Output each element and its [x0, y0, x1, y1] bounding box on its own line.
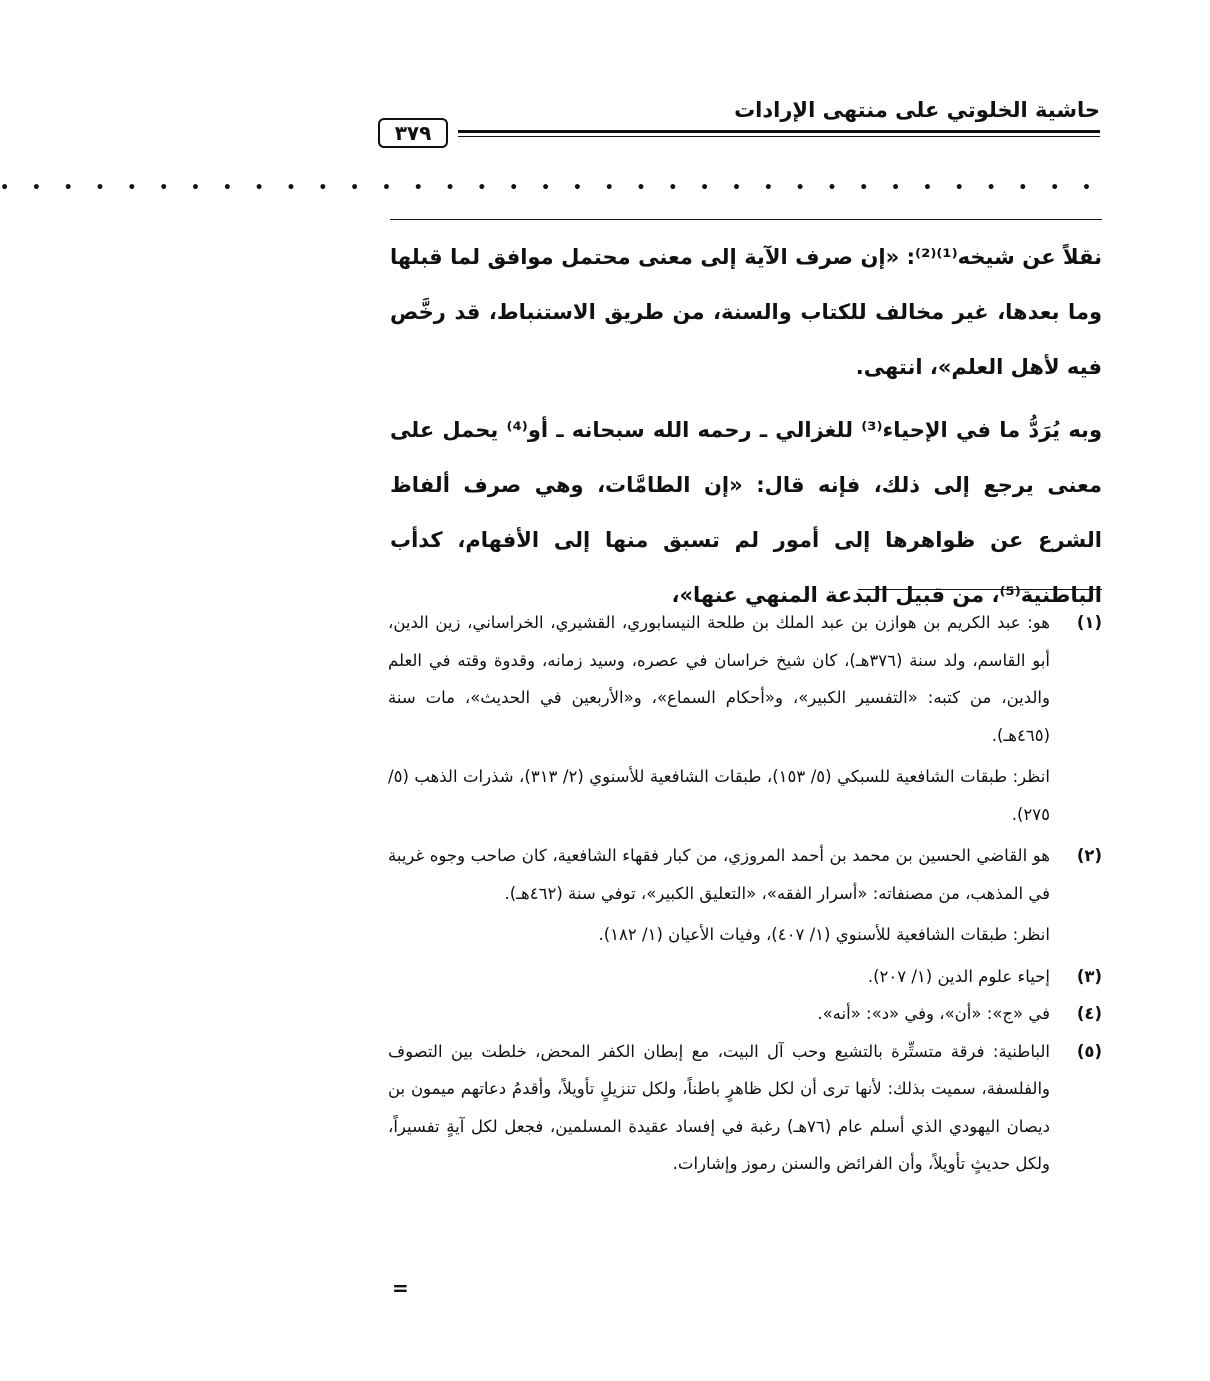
- main-text: [390, 230, 1102, 623]
- dotted-separator: • • • • • • • • • • • • • • • • • • • • • • • • • • • • • • • • • • •: [0, 180, 1100, 196]
- footnote-2: [388, 837, 1102, 912]
- footnote-number: (٣): [1076, 966, 1102, 986]
- footnote-number: (٥): [1076, 1041, 1102, 1061]
- continuation-mark: =: [392, 1276, 409, 1300]
- footnote-1: [388, 604, 1102, 754]
- main-paragraph-1: نقلاً عن شيخه⁽¹⁾⁽²⁾: «إن صرف الآية إلى معنى محتمل موافق لما قبلها وما بعدها، غير مخالف للكتاب والسنة، من طريق الاستنباط، قد رخَّص فيه لأهل العلم»، انتهى.: [390, 245, 1102, 379]
- footnote-1-reference: انظر: طبقات الشافعية للسبكي (٥/ ١٥٣)، طبقات الشافعية للأسنوي (٢/ ٣١٣)، شذرات الذهب (٥/ ٢٧٥).: [388, 767, 1050, 824]
- book-title: حاشية الخلوتي على منتهى الإرادات: [734, 98, 1100, 122]
- footnote-text: في «ج»: «أن»، وفي «د»: «أنه».: [817, 1004, 1050, 1023]
- header-rule: [458, 130, 1100, 133]
- page-number-box: ٣٧٩: [378, 118, 448, 148]
- footnote-text: هو: عبد الكريم بن هوازن بن عبد الملك بن طلحة النيسابوري، القشيري، الخراساني، زين الدين، أبو القاسم، ولد سنة (٣٧٦هـ)، كان شيخ خراسان في عصره، وسيد زمانه، وقدوة وقته في العلم والدين، من كتبه: «التفسير الكبير»، و«أحكام السماع»، و«الأربعين في الحديث»، مات سنة (٤٦٥هـ).: [388, 613, 1050, 745]
- text-top-rule: [390, 219, 1102, 220]
- main-paragraph-2: وبه يُرَدُّ ما في الإحياء⁽³⁾ للغزالي ـ رحمه الله سبحانه ـ أو⁽⁴⁾ يحمل على معنى يرجع إلى ذلك، فإنه قال: «إن الطامَّات، وهي صرف ألفاظ الشرع عن ظواهرها إلى أمور لم تسبق منها إلى الأفهام، كدأب الباطنية⁽⁵⁾، من قبيل البدعة المنهي عنها»،: [390, 418, 1102, 607]
- footnotes: [388, 604, 1102, 1183]
- footnote-3: [388, 958, 1102, 996]
- footnote-separator: [858, 589, 1102, 590]
- footnote-number: (١): [1076, 613, 1102, 632]
- footnote-number: (٤): [1076, 1004, 1102, 1023]
- footnote-number: (٢): [1076, 846, 1102, 865]
- footnote-2-reference: انظر: طبقات الشافعية للأسنوي (١/ ٤٠٧)، وفيات الأعيان (١/ ١٨٢).: [598, 925, 1050, 944]
- footnote-4: [388, 995, 1102, 1033]
- header-rule-thin: [458, 136, 1100, 137]
- footnote-5: [388, 1033, 1102, 1183]
- footnote-text: هو القاضي الحسين بن محمد بن أحمد المروزي، من كبار فقهاء الشافعية، كان صاحب وجوه غريبة في المذهب، من مصنفاته: «أسرار الفقه»، «التعليق الكبير»، توفي سنة (٤٦٢هـ).: [388, 846, 1050, 903]
- footnote-text: الباطنية: فرقة متستِّرة بالتشيع وحب آل البيت، مع إبطان الكفر المحض، خلطت بين التصوف والفلسفة، سميت بذلك: لأنها ترى أن لكل ظاهرٍ باطناً، ولكل تنزيلٍ تأويلاً، وأقدمُ دعاتهم ميمون بن ديصان اليهودي الذي أسلم عام (٧٦هـ) رغبة في إفساد عقيدة المسلمين، فجعل لكل آيةٍ تفسيراً، ولكل حديثٍ تأويلاً، وأن الفرائض والسنن رموز وإشارات.: [388, 1041, 1050, 1173]
- page-header: [378, 88, 1100, 148]
- footnote-text: إحياء علوم الدين (١/ ٢٠٧).: [867, 966, 1050, 986]
